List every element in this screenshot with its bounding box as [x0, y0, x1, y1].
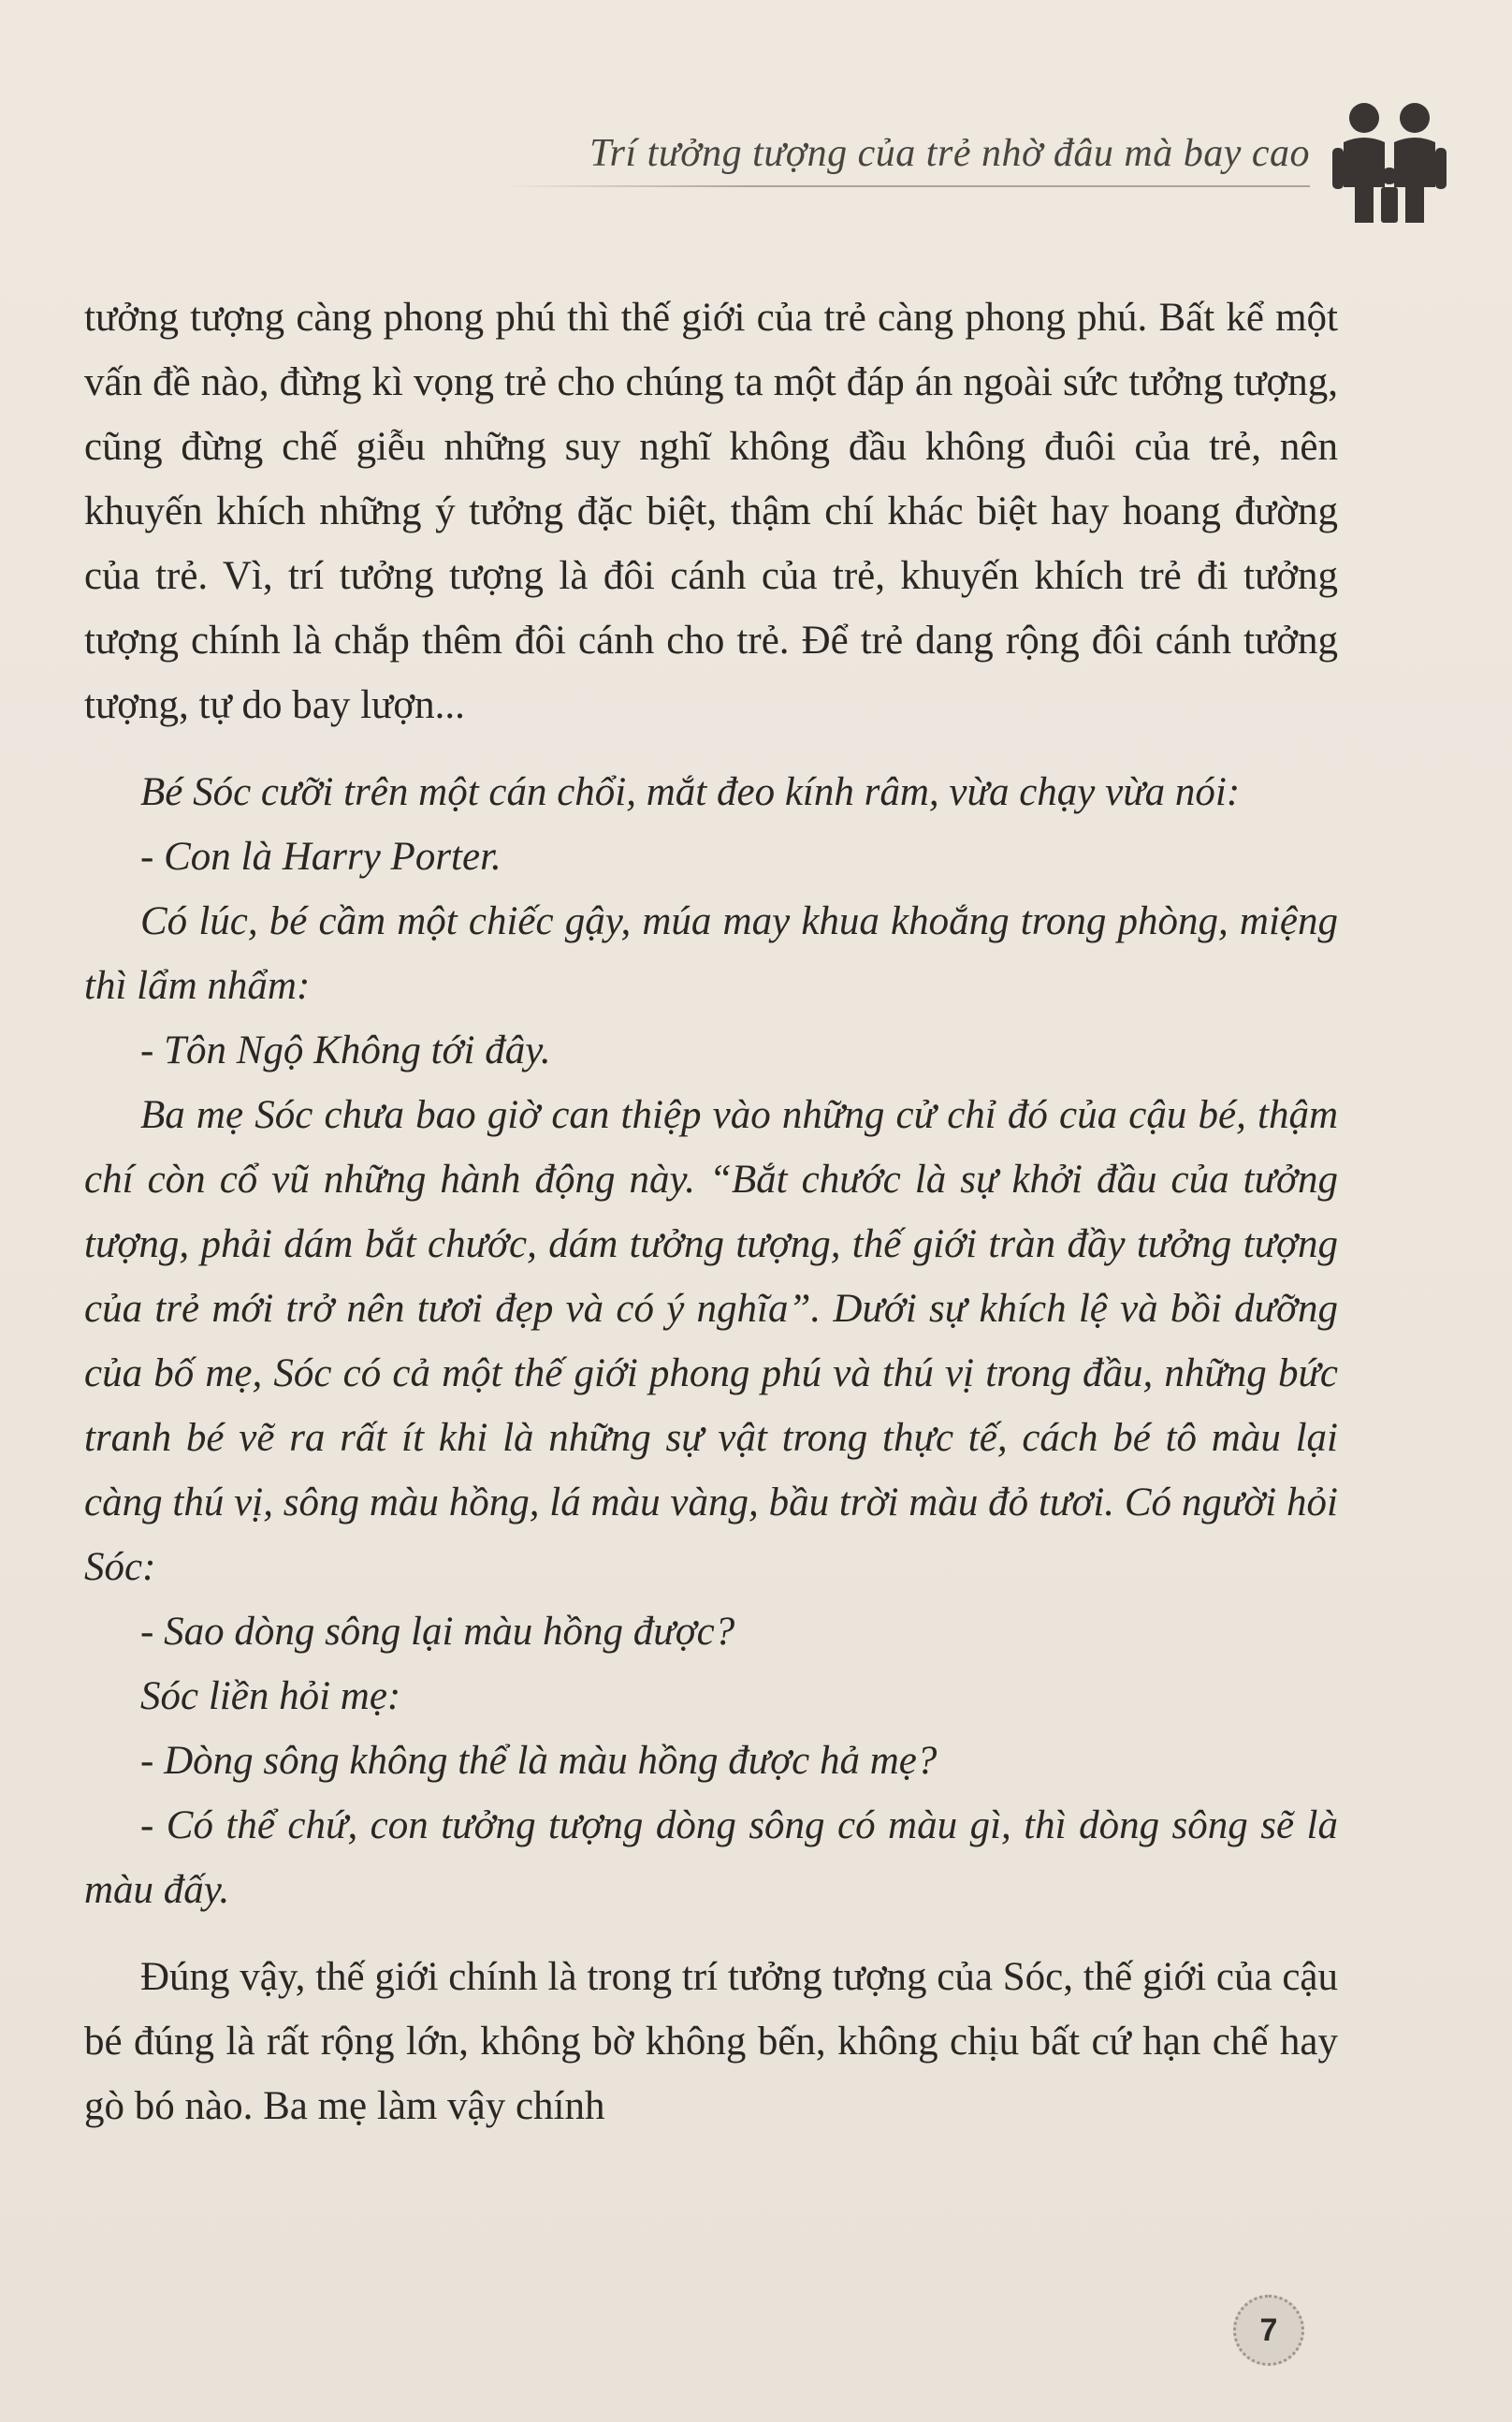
dialog-line-1: - Con là Harry Porter.	[140, 835, 502, 879]
body-text	[84, 285, 1338, 2138]
page-number: 7	[1233, 2295, 1304, 2366]
paragraph-6: Đúng vậy, thế giới chính là trong trí tưởng tượng của Sóc, thế giới của cậu bé đúng là rất rộng lớn, không bờ không bến, không chịu bất cứ hạn chế hay gò bó nào. Ba mẹ làm vậy chính	[84, 1955, 1338, 2128]
running-header-title: Trí tưởng tượng của trẻ nhờ đâu mà bay cao	[589, 132, 1310, 175]
paragraph-4: Ba mẹ Sóc chưa bao giờ can thiệp vào những cử chỉ đó của cậu bé, thậm chí còn cổ vũ những hành động này. “Bắt chước là sự khởi đầu của tưởng tượng, phải dám bắt chước, dám tưởng tượng, thế giới tràn đầy tưởng tượng của trẻ mới trở nên tươi đẹp và có ý nghĩa”. Dưới sự khích lệ và bồi dưỡng của bố mẹ, Sóc có cả một thế giới phong phú và thú vị trong đầu, những bức tranh bé vẽ ra rất ít khi là những sự vật trong thực tế, cách bé tô màu lại càng thú vị, sông màu hồng, lá màu vàng, bầu trời màu đỏ tươi. Có người hỏi Sóc:	[84, 1093, 1338, 1589]
family-icon	[1329, 94, 1450, 225]
paragraph-3: Có lúc, bé cầm một chiếc gậy, múa may khua khoắng trong phòng, miệng thì lẩm nhẩm:	[84, 899, 1338, 1008]
paragraph-2: Bé Sóc cưỡi trên một cán chổi, mắt đeo kính râm, vừa chạy vừa nói:	[140, 770, 1241, 814]
header-divider	[505, 185, 1310, 187]
dialog-line-3: - Sao dòng sông lại màu hồng được?	[140, 1610, 735, 1654]
dialog-line-5: - Có thể chứ, con tưởng tượng dòng sông có màu gì, thì dòng sông sẽ là màu đấy.	[84, 1803, 1338, 1912]
dialog-line-4: - Dòng sông không thể là màu hồng được hả mẹ?	[140, 1739, 938, 1783]
paragraph-5: Sóc liền hỏi mẹ:	[140, 1674, 401, 1718]
dialog-line-2: - Tôn Ngộ Không tới đây.	[140, 1029, 551, 1072]
paragraph-1: tưởng tượng càng phong phú thì thế giới của trẻ càng phong phú. Bất kể một vấn đề nào, đừng kì vọng trẻ cho chúng ta một đáp án ngoài sức tưởng tượng, cũng đừng chế giễu những suy nghĩ không đầu không đuôi của trẻ, nên khuyến khích những ý tưởng đặc biệt, thậm chí khác biệt hay hoang đường của trẻ. Vì, trí tưởng tượng là đôi cánh của trẻ, khuyến khích trẻ đi tưởng tượng chính là chắp thêm đôi cánh cho trẻ. Để trẻ dang rộng đôi cánh tưởng tượng, tự do bay lượn...	[84, 296, 1338, 727]
